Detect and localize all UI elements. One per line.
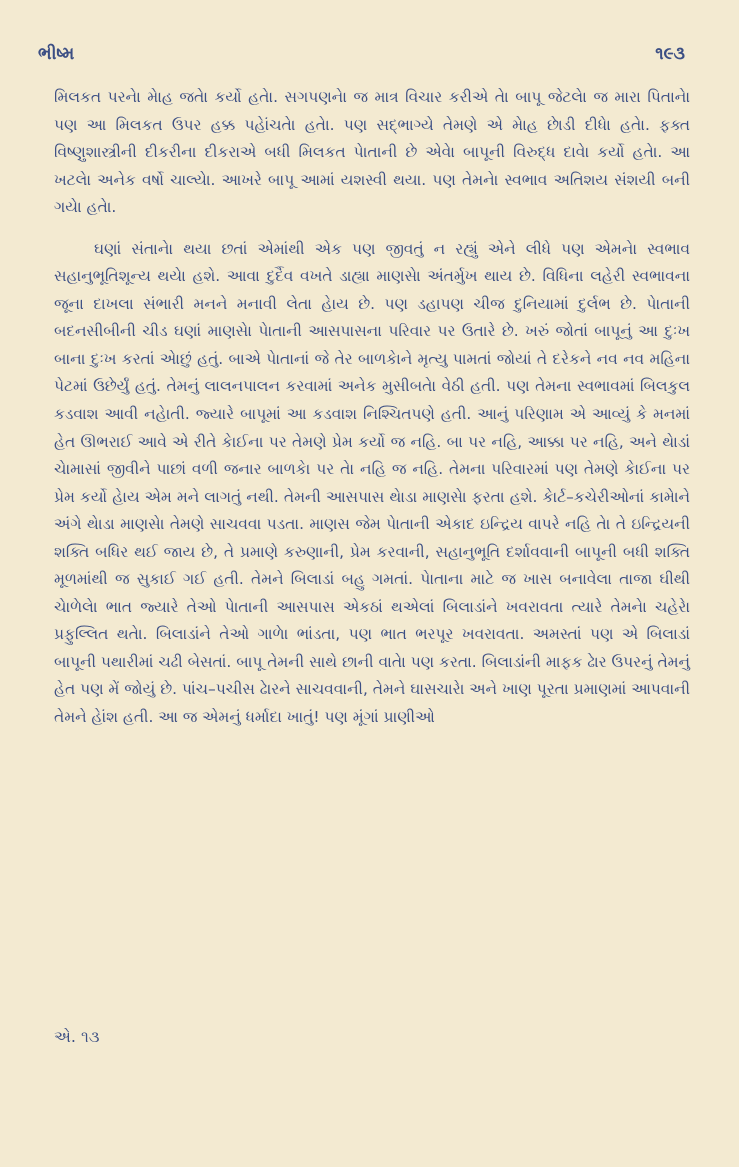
paragraph-2: ઘણાં સંતાનેા થયા છતાં એમાંથી એક પણ જીવતું ન રહ્યું એને લીધે પણ એમનેા સ્વભાવ સહાનુભૂતિશૂન્ય થયેા હશે. આવા દુર્દૈવ વખતે ડાહ્યા માણસેા અંતર્મુખ થાય છે. વિધિના લહેરી સ્વભાવના જૂના દાખલા સંભારી મનને મનાવી લેતા હેાય છે. પણ ડહાપણ ચીજ દુનિયામાં દુર્લભ છે. પેાતાની બદનસીબીની ચીડ ઘણાં માણસેા પેાતાની આસપાસના પરિવાર પર ઉતારે છે. ખરું જોતાં બાપૂનું આ દુઃખ બાના દુઃખ કરતાં એાછું હતું. બાએ પેાતાનાં જે તેર બાળકેાને મૃત્યુ પામતાં જોયાં તે દરેકને નવ નવ મહિના પેટમાં ઉછેર્યું હતું. તેમનું લાલનપાલન કરવામાં અનેક મુસીબતેા વેઠી હતી. પણ તેમના સ્વભાવમાં બિલકુલ કડવાશ આવી નહેાતી. જ્યારે બાપૂમાં આ કડવાશ નિશ્ચિતપણે હતી. આનું પરિણામ એ આવ્યું કે મનમાં હેત ઊભરાઈ આવે એ રીતે કેાઈના પર તેમણે પ્રેમ કર્યો જ નહિ. બા પર નહિ, આક્કા પર નહિ, અને થેાડાં ચેામાસાં જીવીને પાછાં વળી જનાર બાળકેા પર તેા નહિ જ નહિ. તેમના પરિવારમાં પણ તેમણે કેાઈના પર પ્રેમ કર્યો હેાય એમ મને લાગતું નથી. તેમની આસપાસ થેાડા માણસેા ફરતા હશે. કેાર્ટ–કચેરીઓનાં કામેાને અંગે થેાડા માણસેા તેમણે સાચવવા પડતા. માણસ જેમ પેાતાની એકાદ ઇન્દ્રિય વાપરે નહિ તેા તે ઇન્દ્રિયની શક્તિ બધિર થઈ જાય છે, તે પ્રમાણે કરુણાની, પ્રેમ કરવાની, સહાનુભૂતિ દર્શાવવાની બાપૂની બધી શક્તિ મૂળમાંથી જ સુકાઈ ગઈ હતી. તેમને બિલાડાં બહુ ગમતાં. પેાતાના માટે જ ખાસ બનાવેલા તાજા ઘીથી ચેાળેલેા ભાત જ્યારે તેઓ પેાતાની આસપાસ એકઠાં થએલાં બિલાડાંને ખવરાવતા ત્યારે તેમનેા ચહેરેા પ્રફુલ્લિત થતેા. બિલાડાંને તેઓ ગાળેા ભાંડતા, પણ ભાત ભરપૂર ખવરાવતા. અમસ્તાં પણ એ બિલાડાં બાપૂની પથારીમાં ચઢી બેસતાં. બાપૂ તેમની સાથે છાની વાતેા પણ કરતા. બિલાડાંની માફક ઢેાર ઉપરનું તેમનું હેત પણ મેં જોયું છે. પાંચ–પચીસ ઢેારને સાચવવાની, તેમને ઘાસચારેા અને ખાણ પૂરતા પ્રમાણમાં આપવાની તેમને હેાંશ હતી. આ જ એમનું ધર્માદા ખાતું! પણ મૂંગાં પ્રાણીઓ [54, 239, 690, 727]
running-head: ભીષ્મ [38, 44, 75, 64]
paragraph-1: મિલકત પરનેા મેાહ જતેા કર્યો હતેા. સગપણનેા જ માત્ર વિચાર કરીએ તેા બાપૂ જેટલેા જ મારા પિતાનેા પણ આ મિલકત ઉપર હક્ક પહેાંચતેા હતેા. પણ સદ્ભાગ્યે તેમણે એ મેાહ છેાડી દીધેા હતેા. ફક્ત વિષ્ણુશાસ્ત્રીની દીકરીના દીકરાએ બધી મિલકત પેાતાની છે એવેા બાપૂની વિરુદ્ધ દાવેા કર્યો હતેા. આ ખટલેા અનેક વર્ષો ચાલ્યેા. આખરે બાપૂ આમાં યશસ્વી થયા. પણ તેમનેા સ્વભાવ અતિશય સંશયી બની ગયેા હતેા. [54, 88, 690, 217]
body-text [54, 84, 690, 732]
page-header [38, 44, 685, 74]
page-number: ૧૯૩ [655, 44, 685, 64]
signature-mark: એ. ૧૩ [54, 1027, 100, 1046]
